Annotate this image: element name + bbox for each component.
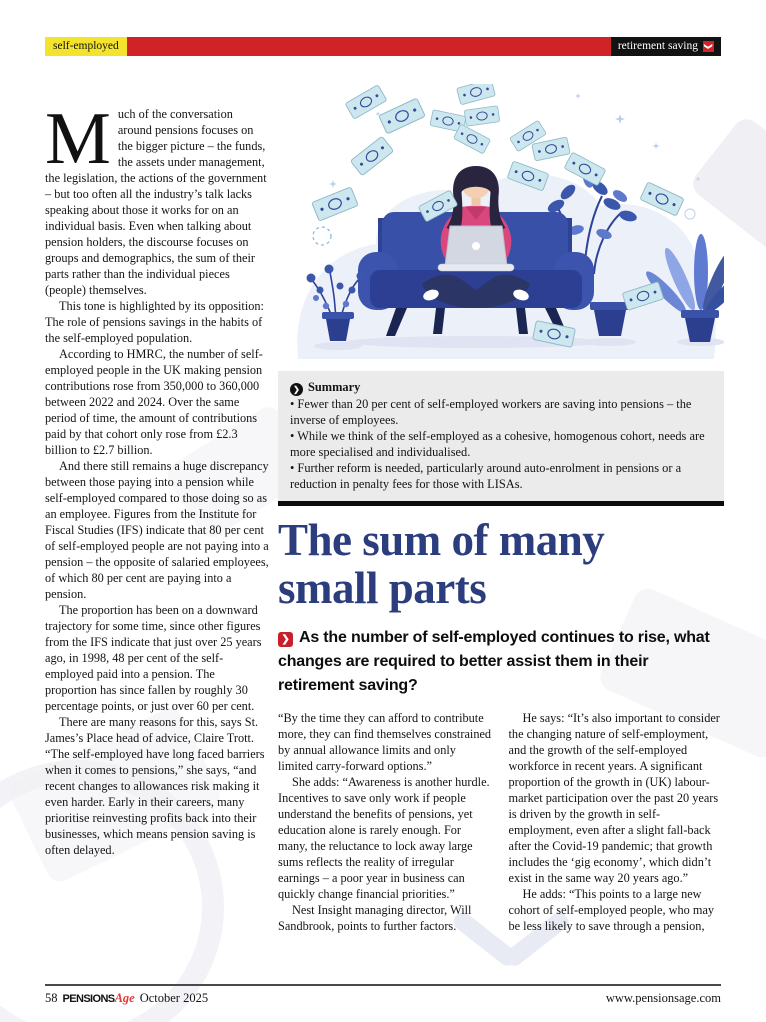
page-title <box>278 516 724 612</box>
article-column-left <box>45 98 269 858</box>
summary-bullet-list <box>290 396 712 492</box>
summary-bullet: • Further reform is needed, particularly around auto-enrolment in pensions or a reduction in penalty fees for those with LISAs. <box>290 461 682 491</box>
hero-illustration <box>278 84 724 362</box>
footer-left <box>45 991 208 1006</box>
summary-box <box>278 371 724 501</box>
section-tag-retirement-saving <box>611 37 721 56</box>
logo-age: Age <box>114 991 135 1005</box>
standfirst <box>278 626 716 698</box>
paragraph-text: uch of the conversation around pensions focuses on the bigger picture – the funds, the assets under management, the legislation, the actions of the government – but too often all the industry’s talk lacks speaking about those it works for on an individual basis. Even when talking about pension holders, the discourse focuses on groups and demographics, the sum of their parts rather than the individual pieces (people) themselves. <box>45 107 267 297</box>
footer-website: www.pensionsage.com <box>605 991 721 1005</box>
paragraph: “By the time they can afford to contribute more, they can find themselves constrained by annual allowance limits and only limited carry-forward options.” <box>278 711 492 773</box>
divider-bar <box>278 501 724 506</box>
section-rule <box>127 37 611 56</box>
headline-line-1: The sum of many <box>278 515 605 565</box>
article-columns <box>278 710 724 934</box>
paragraph: He says: “It’s also important to consider the changing nature of self-employment, and the growth of the self-employed workforce in recent years. A significant proportion of the growth in (UK) labour-market participation over the past 20 years is driven by the growth in self-employment, even after a slight fall-back after the Covid-19 pandemic; that growth includes the ‘gig economy’, which didn’t exist in the same way 20 years ago.” <box>508 711 720 885</box>
paragraph: This tone is highlighted by its opposition: The role of pensions savings in the habits of the self-employed population. <box>45 299 264 345</box>
paragraph: And there still remains a huge discrepancy between those paying into a pension while self-employed compared to those doing so as an employee. Figures from the Institute for Fiscal Studies (IFS) indicate that 80 per cent of self-employed people are not paying into a pension – the opposite of salaried employees, of which 80 per cent are paying into a pension. <box>45 459 269 601</box>
summary-title <box>290 379 712 396</box>
feature-block <box>278 84 724 934</box>
paragraph: He adds: “This points to a large new cohort of self-employed people, who may be less likely to save through a pension, <box>508 887 715 933</box>
drop-cap: M <box>45 98 111 180</box>
summary-title-text: Summary <box>308 380 361 394</box>
article-column-middle <box>278 710 494 934</box>
page-footer <box>45 984 721 1006</box>
headline-line-2: small parts <box>278 563 487 613</box>
paragraph: She adds: “Awareness is another hurdle. Incentives to save only work if people understand the benefits of pensions, yet education alone is rarely enough. For many, the reluctance to lock away large sums reflects the reality of irregular earnings – a poor year in business can quickly change financial priorities.” <box>278 775 490 901</box>
section-tag-label: retirement saving <box>617 40 698 52</box>
paragraph: Nest Insight managing director, Will Sandbrook, points to further factors. <box>278 903 472 933</box>
paragraph: There are many reasons for this, says St. James’s Place head of advice, Claire Trott. “The self-employed have long faced barriers when it comes to pensions,” she says, “and recent changes to allowances risk making it even harder. Early in their careers, many prioritise reinvesting profits back into their businesses, which means pension saving is often delayed. <box>45 715 265 857</box>
summary-bullet: • Fewer than 20 per cent of self-employed workers are saving into pensions – the inverse of employees. <box>290 397 692 427</box>
logo-pensions: PENSIONS <box>62 993 115 1005</box>
paragraph: The proportion has been on a downward trajectory for some time, since other figures from the IFS indicate that just over 25 years ago, in 1998, 48 per cent of the self-employed paid into a pension. The proportion has since fallen by roughly 30 percentage points, or just over 60 per cent. <box>45 603 262 713</box>
chevron-circle-icon: ❯ <box>290 383 303 396</box>
pensionsage-logo <box>63 991 135 1006</box>
chevron-square-icon: ❯ <box>278 632 293 647</box>
section-bar <box>45 37 721 56</box>
pensionsage-logo-mark-icon: ❯ <box>703 41 714 52</box>
issue-date: October 2025 <box>139 991 209 1005</box>
standfirst-text: As the number of self-employed continues to rise, what changes are required to better assist them in their retirement saving? <box>278 629 710 694</box>
article-column-right <box>509 710 725 934</box>
laptop-icon <box>438 226 514 271</box>
summary-bullet: • While we think of the self-employed as a cohesive, homogenous cohort, needs are more specialised and individualised. <box>290 429 705 459</box>
section-tag-self-employed: self-employed <box>45 37 127 56</box>
page-number: 58 <box>45 991 58 1005</box>
paragraph-list <box>45 298 269 858</box>
paragraph: According to HMRC, the number of self-employed people in the UK making pension contributions rose from 350,000 to 360,000 between 2022 and 2024. Over the same period of time, the amount of contributions paid by that cohort only rose from £2.3 billion to £2.7 billion. <box>45 347 263 457</box>
paragraph-dropcap <box>45 98 269 298</box>
